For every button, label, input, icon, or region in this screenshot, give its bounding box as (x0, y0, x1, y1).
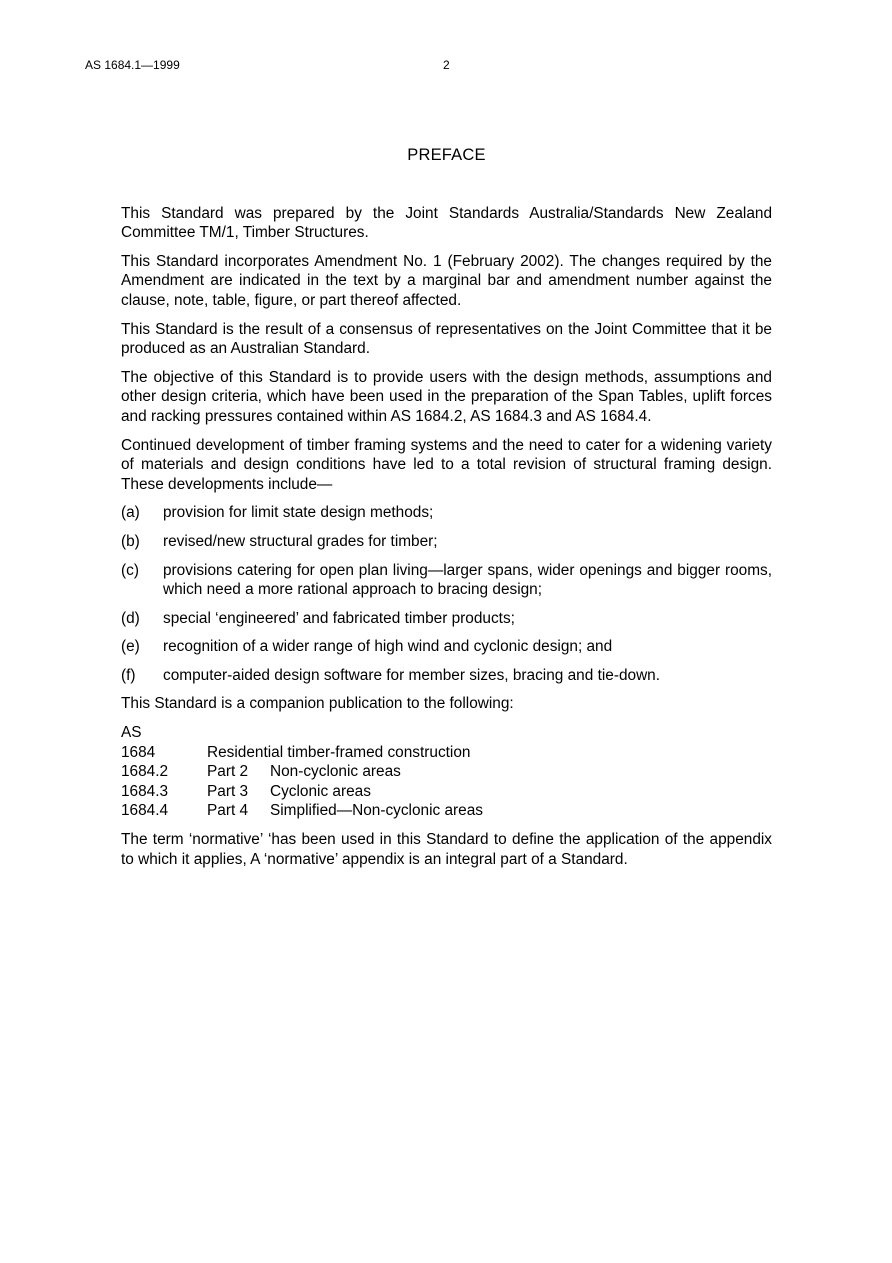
page-header (0, 58, 892, 74)
list-marker: (f) (121, 666, 136, 684)
standard-series-title: Residential timber-framed construction (207, 743, 471, 761)
list-marker: (b) (121, 532, 140, 550)
part-label: Part 4 (207, 802, 249, 820)
paragraph: This Standard is the result of a consensus of representatives on the Joint Committee that it be produced as an Australian Standard. (121, 320, 772, 358)
table-row (121, 723, 483, 743)
series-prefix: AS (121, 724, 142, 742)
list-item (121, 609, 772, 629)
closing-paragraph: The term ‘normative’ ‘has been used in this Standard to define the application of the appendix to which it applies, A ‘normative’ appendix is an integral part of a Standard. (121, 831, 772, 868)
table-row (121, 801, 483, 821)
page-content (121, 146, 772, 878)
list-item (121, 532, 772, 552)
standard-number: 1684.2 (121, 763, 169, 781)
section-title: PREFACE (407, 146, 486, 164)
companion-series-table (121, 723, 483, 821)
list-item (121, 561, 772, 600)
developments-list (121, 503, 772, 685)
page-number: 2 (443, 58, 450, 72)
paragraph: This Standard was prepared by the Joint Standards Australia/Standards New Zealand Committee TM/1, Timber Structures. (121, 204, 772, 242)
list-item-text: computer-aided design software for member sizes, bracing and tie-down. (163, 666, 661, 684)
list-item-text: revised/new structural grades for timber; (163, 532, 438, 550)
standard-number: 1684 (121, 743, 156, 761)
table-row (121, 762, 483, 782)
list-item-text: provisions catering for open plan living—larger spans, wider openings and bigger rooms, which need a more rational approach to bracing design; (163, 561, 772, 599)
list-item (121, 637, 772, 657)
table-row (121, 743, 483, 763)
list-marker: (a) (121, 504, 140, 522)
list-marker: (c) (121, 561, 139, 579)
standard-number: 1684.3 (121, 782, 169, 800)
part-label: Part 3 (207, 782, 249, 800)
part-label: Part 2 (207, 763, 249, 781)
list-item-text: special ‘engineered’ and fabricated timber products; (163, 609, 515, 627)
list-item (121, 503, 772, 523)
paragraph: Continued development of timber framing systems and the need to cater for a widening variety of materials and design conditions have led to a total revision of structural framing design. These developments include— (121, 436, 772, 493)
paragraph: The objective of this Standard is to provide users with the design methods, assumptions and other design criteria, which have been used in the preparation of the Span Tables, uplift forces and racking pressures contained within AS 1684.2, AS 1684.3 and AS 1684.4. (121, 368, 772, 425)
list-marker: (e) (121, 638, 140, 656)
part-title: Non-cyclonic areas (270, 763, 401, 781)
part-title: Cyclonic areas (270, 782, 371, 800)
list-item-text: recognition of a wider range of high wind and cyclonic design; and (163, 638, 613, 656)
list-marker: (d) (121, 609, 140, 627)
part-title: Simplified—Non-cyclonic areas (270, 802, 483, 820)
paragraph: This Standard incorporates Amendment No. 1 (February 2002). The changes required by the Amendment are indicated in the text by a marginal bar and amendment number against the clause, note, table, figure, or part thereof affected. (121, 252, 772, 309)
companion-intro: This Standard is a companion publication to the following: (121, 695, 514, 713)
table-row (121, 782, 483, 802)
list-item-text: provision for limit state design methods; (163, 504, 434, 522)
document-identifier: AS 1684.1—1999 (85, 58, 180, 72)
list-item (121, 666, 772, 686)
standard-number: 1684.4 (121, 802, 169, 820)
